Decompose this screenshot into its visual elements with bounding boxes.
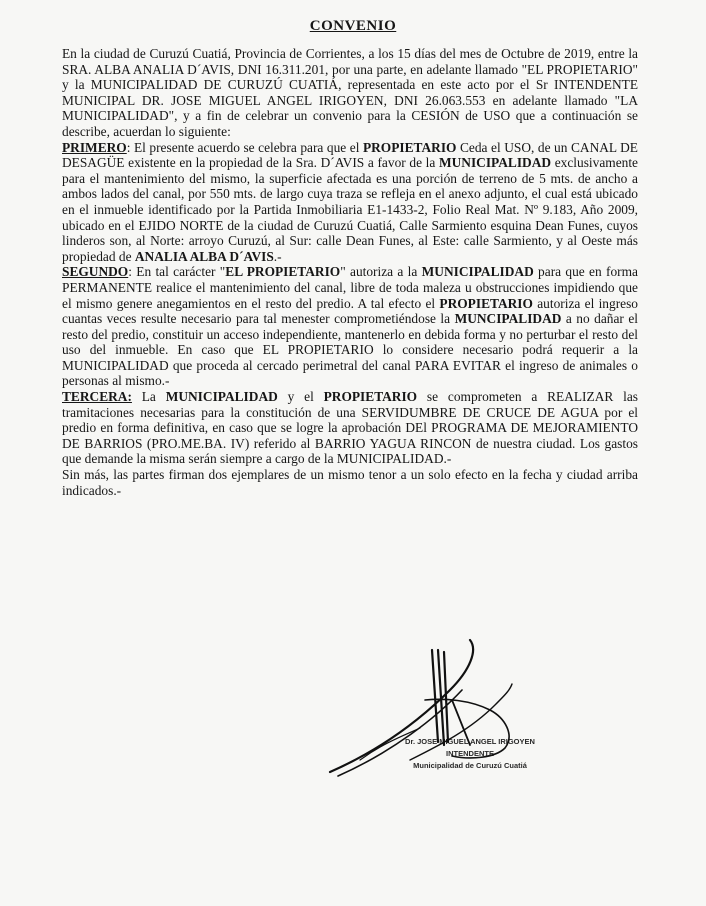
clause-heading: SEGUNDO: [62, 264, 129, 280]
clause-segundo: SEGUNDO: En tal carácter "EL PROPIETARIO" autoriza a la MUNICIPALIDAD para que en forma PERMANENTE realice el mantenimiento del canal, libre de toda maleza u obstrucciones impidiendo que el mismo genere anegamientos en el resto del predio. A tal efecto el PROPIETARIO autoriza el ingreso cuantas veces resulte necesario para tal menester comprometiéndose la MUNCIPALIDAD a no dañar el resto del predio, constituir un acceso independiente, mantenerlo en debida forma y no perturbar el resto del uso del inmueble. En caso que EL PROPIETARIO lo considere necesario podrá requerir a la MUNICIPALIDAD que proceda al cercado perimetral del canal PARA EVITAR el ingreso de animales o personas al mismo.-: [62, 264, 639, 389]
signatory-name: Dr. JOSE MIGUEL ANGEL IRIGOYEN: [405, 737, 535, 746]
clause-heading: PRIMERO: [62, 139, 127, 155]
signatory-organization: Municipalidad de Curuzú Cuatiá: [413, 761, 527, 770]
clause-tercera: TERCERA: La MUNICIPALIDAD y el PROPIETARIO se comprometen a REALIZAR las tramitaciones necesarias para la constitución de una SERVIDUMBRE DE CRUCE DE AGUA por el predio en forma definitiva, en caso que se logre la aprobación DEl PROGRAMA DE MEJORAMIENTO DE BARRIOS (PRO.ME.BA. IV) referido al BARRIO YAGUA RINCON de nuestra ciudad. Los gastos que demande la misma serán siempre a cargo de la MUNICIPALIDAD.-: [62, 389, 638, 467]
document-body: [62, 46, 638, 498]
intro-paragraph: En la ciudad de Curuzú Cuatiá, Provincia de Corrientes, a los 15 días del mes de Octubre de 2019, entre la SRA. ALBA ANALIA D´AVIS, DNI 16.311.201, por una parte, en adelante llamado "EL PROPIETARIO" y la MUNICIPALIDAD DE CURUZÚ CUATIÁ, representada en este acto por el Sr INTENDENTE MUNICIPAL DR. JOSE MIGUEL ANGEL IRIGOYEN, DNI 26.063.553 en adelante llamado "LA MUNICIPALIDAD", y a fin de celebrar un convenio para la CESIÓN de USO que a continuación se describe, acuerdan lo siguiente:: [62, 46, 638, 139]
clause-heading: TERCERA:: [62, 389, 132, 405]
document-title: CONVENIO: [309, 18, 397, 34]
closing-paragraph: Sin más, las partes firman dos ejemplares de un mismo tenor a un solo efecto en la fecha y ciudad arriba indicados.-: [62, 467, 638, 498]
clause-primero: PRIMERO: El presente acuerdo se celebra para que el PROPIETARIO Ceda el USO, de un CANAL DE DESAGÜE existente en la propiedad de la Sra. D´AVIS a favor de la MUNICIPALIDAD exclusivamente para el mantenimiento del mismo, la superficie afectada es una porción de terreno de 5 mts. de ancho a ambos lados del canal, por 550 mts. de largo cuya traza se refleja en el anexo adjunto, el cual está ubicado en el inmueble identificado por la Partida Inmobiliaria E1-1433-2, Folio Real Mat. Nº 9.183, Año 2009, ubicado en el EJIDO NORTE de la ciudad de Curuzú Cuatiá, Calle Sarmiento esquina Dean Funes, cuyos linderos son, al Norte: arroyo Curuzú, al Sur: calle Dean Funes, al Este: calle Sarmiento, y al Oeste más propiedad de ANALIA ALBA D´AVIS.-: [62, 139, 638, 264]
signature-stamp: [390, 736, 550, 772]
signature-stroke: [432, 650, 448, 745]
signatory-role: INTENDENTE: [446, 749, 494, 758]
